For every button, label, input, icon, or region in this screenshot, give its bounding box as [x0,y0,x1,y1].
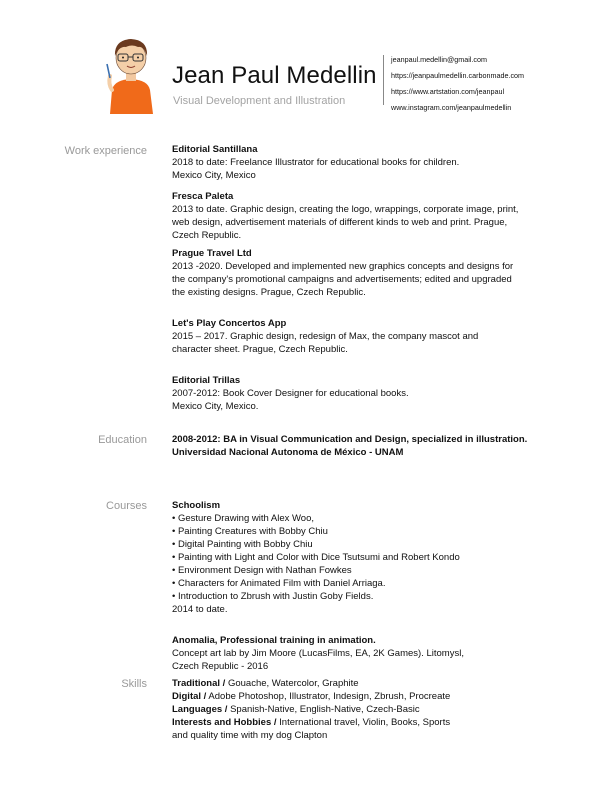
section-label-education: Education [98,434,147,446]
course-footer: 2014 to date. [172,604,228,615]
skill-value: Adobe Photoshop, Illustrator, Indesign, Zbrush, Procreate [206,691,451,702]
cartoon-portrait-icon [107,39,153,114]
section-label-work: Work experience [64,145,147,157]
course-item: • Environment Design with Nathan Fowkes [172,565,352,576]
subtitle: Visual Development and Illustration [173,95,346,107]
page-title: Jean Paul Medellin [172,62,377,89]
skill-row [172,690,552,703]
skill-key: Digital / [172,691,207,702]
education-section [172,433,552,459]
skill-row [172,716,552,729]
work-title: Fresca Paleta [172,191,234,202]
course-item: • Gesture Drawing with Alex Woo, [172,513,315,524]
work-section [172,143,552,413]
skill-value: Spanish-Native, English-Native, Czech-Basic [227,704,420,715]
work-line: Czech Republic. [172,230,242,241]
course-item: • Characters for Animated Film with Daniel Arriaga. [172,578,386,589]
work-line: web design, advertisement materials of different kinds to web and print. Prague, [172,217,508,228]
work-entry [172,143,552,182]
course-title: Anomalia, Professional training in animation. [172,635,376,646]
carbonmade-link[interactable]: https://jeanpaulmedellin.carbonmade.com [391,71,525,80]
section-label-skills: Skills [121,678,147,690]
work-line: 2007-2012: Book Cover Designer for educational books. [172,388,409,399]
email-link[interactable]: jeanpaul.medellin@gmail.com [391,55,487,64]
work-entry [172,317,552,356]
work-entry [172,374,552,413]
courses-section [172,499,552,673]
avatar [104,34,158,114]
skill-value: International travel, Violin, Books, Sports [276,717,451,728]
work-title: Editorial Trillas [172,375,241,386]
work-line: character sheet. Prague, Czech Republic. [172,344,348,355]
education-line: Universidad Nacional Autonoma de México - UNAM [172,447,404,458]
work-line: 2018 to date: Freelance Illustrator for educational books for children. [172,157,460,168]
work-title: Let's Play Concertos App [172,318,287,329]
work-entry [172,190,552,242]
work-entry [172,247,552,299]
instagram-link[interactable]: www.instagram.com/jeanpaulmedellin [391,103,512,112]
course-item: • Digital Painting with Bobby Chiu [172,539,313,550]
work-line: 2013 -2020. Developed and implemented new graphics concepts and designs for [172,261,514,272]
section-label-courses: Courses [106,500,147,512]
skill-key: Interests and Hobbies / [172,717,277,728]
course-item: • Painting with Light and Color with Dice Tsutsumi and Robert Kondo [172,552,460,563]
skill-key: Languages / [172,704,228,715]
education-line: 2008-2012: BA in Visual Communication and Design, specialized in illustration. [172,434,528,445]
course-item: • Introduction to Zbrush with Justin Goby Fields. [172,591,374,602]
work-line: Mexico City, Mexico [172,170,256,181]
course-line: Czech Republic - 2016 [172,661,269,672]
contact-list [391,55,524,119]
skill-key: Traditional / [172,678,226,689]
skills-section [172,677,552,742]
work-title: Prague Travel Ltd [172,248,252,259]
work-line: 2013 to date. Graphic design, creating the logo, wrappings, corporate image, print, [172,204,519,215]
skill-row [172,677,552,690]
course-line: Concept art lab by Jim Moore (LucasFilms, EA, 2K Games). Litomysl, [172,648,464,659]
work-line: the existing designs. Prague, Czech Republic. [172,287,366,298]
header-divider [383,55,384,105]
work-title: Editorial Santillana [172,144,258,155]
course-title: Schoolism [172,500,221,511]
work-line: 2015 – 2017. Graphic design, redesign of Max, the company mascot and [172,331,479,342]
artstation-link[interactable]: https://www.artstation.com/jeanpaul [391,87,505,96]
course-item: • Painting Creatures with Bobby Chiu [172,526,328,537]
skill-row [172,703,552,716]
work-line: the company's promotional campaigns and advertisements; edited and upgraded [172,274,512,285]
work-line: Mexico City, Mexico. [172,401,259,412]
skill-row: and quality time with my dog Clapton [172,730,328,741]
skill-value: Gouache, Watercolor, Graphite [225,678,359,689]
